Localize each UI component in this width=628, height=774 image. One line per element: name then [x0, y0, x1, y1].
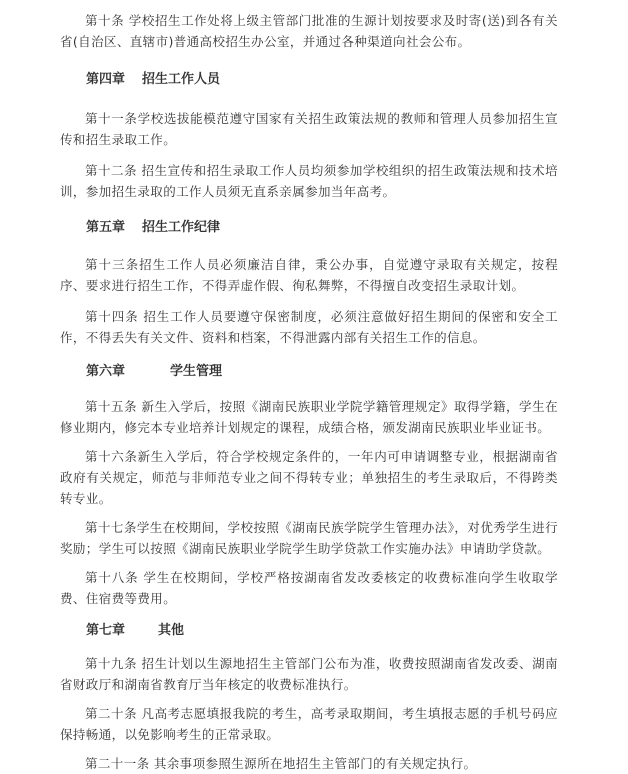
chapter-number: 第五章: [86, 220, 126, 235]
chapter-5-heading: [60, 218, 558, 238]
article-21: 第二十一条 其余事项参照生源所在地招生主管部门的有关规定执行。: [85, 756, 477, 771]
chapter-title: 学生管理: [170, 364, 223, 379]
chapter-number: 第四章: [86, 72, 126, 87]
document-body: [60, 10, 558, 774]
article-12: 第十二条 招生宣传和招生录取工作人员均须参加学校组织的招生政策法规和技术培训，参加招生录取的工作人员须无直系亲属参加当年高考。: [60, 163, 558, 199]
article-14: 第十四条 招生工作人员要遵守保密制度，必须注意做好招生期间的保密和安全工作，不得丢失有关文件、资料和档案，不得泄露内部有关招生工作的信息。: [60, 309, 558, 345]
chapter-number: 第七章: [86, 623, 126, 638]
article-17: 第十七条学生在校期间，学校按照《湖南民族学院学生管理办法》，对优秀学生进行奖励；学生可以按照《湖南民族职业学院学生助学贷款工作实施办法》申请助学贷款。: [60, 520, 558, 556]
chapter-title: 招生工作人员: [142, 72, 221, 87]
article-11: 第十一条学校选拔能模范遵守国家有关招生政策法规的教师和管理人员参加招生宣传和招生录取工作。: [60, 111, 558, 147]
article-20: 第二十条 凡高考志愿填报我院的考生，高考录取期间，考生填报志愿的手机号码应保持畅通，以免影响考生的正常录取。: [60, 706, 558, 742]
article-16: 第十六条新生入学后，符合学校规定条件的，一年内可申请调整专业，根据湖南省政府有关规定，师范与非师范专业之间不得转专业；单独招生的考生录取后，不得跨类转专业。: [60, 449, 558, 506]
chapter-4-heading: [60, 70, 558, 90]
article-13: 第十三条招生工作人员必须廉洁自律，秉公办事，自觉遵守录取有关规定，按程序、要求进行招生工作，不得弄虚作假、徇私舞弊，不得擅自改变招生录取计划。: [60, 257, 558, 293]
article-19: 第十九条 招生计划以生源地招生主管部门公布为准，收费按照湖南省发改委、湖南省财政厅和湖南省教育厅当年核定的收费标准执行。: [60, 656, 558, 692]
chapter-number: 第六章: [86, 364, 126, 379]
article-10: 第十条 学校招生工作处将上级主管部门批准的生源计划按要求及时寄(送)到各有关省(自治区、直辖市)普通高校招生办公室，并通过各种渠道向社会公布。: [60, 13, 558, 49]
article-18: 第十八条 学生在校期间，学校严格按湖南省发改委核定的收费标准向学生收取学费、住宿费等费用。: [60, 570, 558, 606]
article-15: 第十五条 新生入学后，按照《湖南民族职业学院学籍管理规定》取得学籍，学生在修业期内，修完本专业培养计划规定的课程，成绩合格，颁发湖南民族职业毕业证书。: [60, 399, 558, 435]
chapter-title: 其他: [158, 623, 185, 638]
chapter-title: 招生工作纪律: [142, 220, 221, 235]
chapter-6-heading: [60, 362, 558, 382]
chapter-7-heading: [60, 621, 558, 641]
